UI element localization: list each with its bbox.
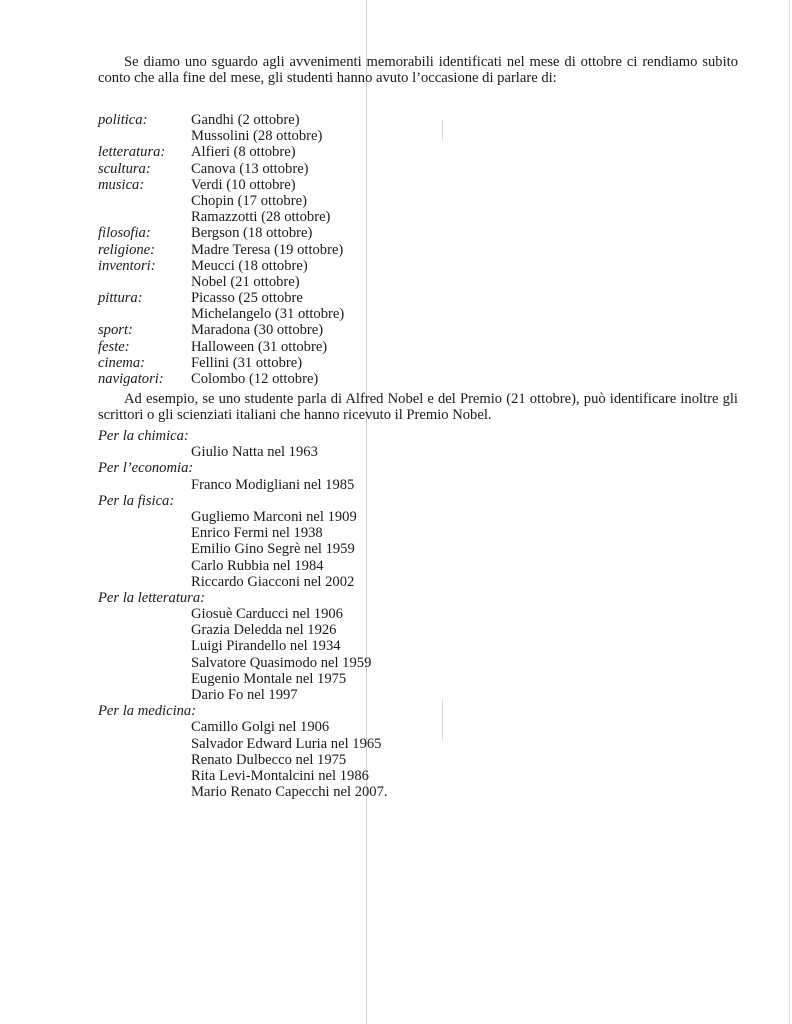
nobel-laureate: Giulio Natta nel 1963 (191, 444, 318, 461)
topic-category: letteratura: (98, 144, 166, 161)
topic-category: politica: (98, 112, 148, 128)
topic-name: Gandhi (2 ottobre) (191, 112, 300, 128)
topic-name: Nobel (21 ottobre) (191, 273, 300, 290)
nobel-laureate: Emilio Gino Segrè nel 1959 (191, 541, 355, 558)
topic-name: Alfieri (8 ottobre) (191, 144, 296, 161)
topic-row (98, 144, 498, 160)
topic-category (98, 128, 191, 144)
topic-row (98, 274, 498, 290)
topic-row (98, 258, 498, 274)
topic-name: Colombo (12 ottobre) (191, 371, 319, 387)
nobel-category-heading: Per la letteratura: (98, 589, 206, 606)
nobel-laureate: Rita Levi-Montalcini nel 1986 (191, 767, 369, 784)
topic-row (98, 322, 498, 338)
topic-row (98, 339, 498, 355)
topic-category (98, 193, 191, 209)
topic-row (98, 193, 498, 209)
topic-name: Maradona (30 ottobre) (191, 322, 324, 339)
topic-category: religione: (98, 241, 156, 258)
topic-category: inventori: (98, 257, 156, 274)
topics-list (98, 112, 498, 387)
nobel-laureate: Salvador Edward Luria nel 1965 (191, 735, 382, 752)
intro-paragraph: Se diamo uno sguardo agli avvenimenti memorabili identificati nel mese di ottobre ci rendiamo subito conto che alla fine del mese, gli studenti hanno avuto l’occasione di parlare di: (98, 54, 738, 87)
nobel-category-heading: Per la chimica: (98, 428, 189, 444)
nobel-laureate: Grazia Deledda nel 1926 (191, 622, 337, 639)
topic-row (98, 161, 498, 177)
topic-name: Chopin (17 ottobre) (191, 192, 307, 209)
nobel-laureate: Dario Fo nel 1997 (191, 687, 298, 703)
topic-row (98, 290, 498, 306)
nobel-laureate: Franco Modigliani nel 1985 (191, 476, 355, 493)
nobel-laureate: Salvatore Quasimodo nel 1959 (191, 654, 372, 671)
topic-category: feste: (98, 338, 130, 355)
topic-category (98, 209, 191, 225)
nobel-laureate: Carlo Rubbia nel 1984 (191, 557, 324, 574)
topic-name: Madre Teresa (19 ottobre) (191, 241, 344, 258)
topic-name: Bergson (18 ottobre) (191, 225, 313, 242)
nobel-laureate: Enrico Fermi nel 1938 (191, 525, 323, 542)
topic-category: cinema: (98, 354, 146, 371)
topic-name: Michelangelo (31 ottobre) (191, 306, 345, 323)
topic-category: pittura: (98, 290, 143, 307)
topic-name: Picasso (25 ottobre (191, 290, 303, 307)
topic-row (98, 209, 498, 225)
topic-category: navigatori: (98, 371, 164, 387)
topic-category: filosofia: (98, 225, 151, 242)
topic-category (98, 306, 191, 322)
nobel-laureate: Gugliemo Marconi nel 1909 (191, 508, 357, 525)
topic-category (98, 274, 191, 290)
nobel-category-heading: Per la fisica: (98, 492, 175, 509)
nobel-laureate: Giosuè Carducci nel 1906 (191, 606, 343, 623)
topic-row (98, 355, 498, 371)
topic-category: sport: (98, 322, 133, 339)
example-paragraph: Ad esempio, se uno studente parla di Alfred Nobel e del Premio (21 ottobre), può identificare inoltre gli scrittori o gli scienziati italiani che hanno ricevuto il Premio Nobel. (98, 391, 738, 424)
nobel-laureate: Renato Dulbecco nel 1975 (191, 751, 347, 768)
nobel-laureate: Mario Renato Capecchi nel 2007. (191, 784, 388, 801)
topic-row (98, 242, 498, 258)
topic-name: Verdi (10 ottobre) (191, 176, 296, 193)
topic-row (98, 177, 498, 193)
nobel-category-heading: Per l’economia: (98, 460, 194, 477)
nobel-laureate: Camillo Golgi nel 1906 (191, 719, 330, 736)
topic-row (98, 112, 498, 128)
topic-row (98, 225, 498, 241)
topic-name: Meucci (18 ottobre) (191, 257, 308, 274)
topic-name: Fellini (31 ottobre) (191, 354, 303, 371)
nobel-laureate: Luigi Pirandello nel 1934 (191, 638, 341, 655)
topic-name: Ramazzotti (28 ottobre) (191, 209, 331, 226)
topic-row (98, 128, 498, 144)
topic-category: scultura: (98, 160, 151, 177)
topic-name: Canova (13 ottobre) (191, 160, 309, 177)
topic-category: musica: (98, 176, 145, 193)
nobel-laureate: Riccardo Giacconi nel 2002 (191, 573, 355, 590)
topic-row (98, 371, 498, 387)
scan-edge-line (789, 0, 790, 1024)
topic-row (98, 306, 498, 322)
nobel-laureates-list (98, 428, 518, 800)
topic-name: Mussolini (28 ottobre) (191, 128, 323, 145)
topic-name: Halloween (31 ottobre) (191, 338, 328, 355)
nobel-category-heading: Per la medicina: (98, 703, 197, 720)
nobel-laureate: Eugenio Montale nel 1975 (191, 670, 347, 687)
